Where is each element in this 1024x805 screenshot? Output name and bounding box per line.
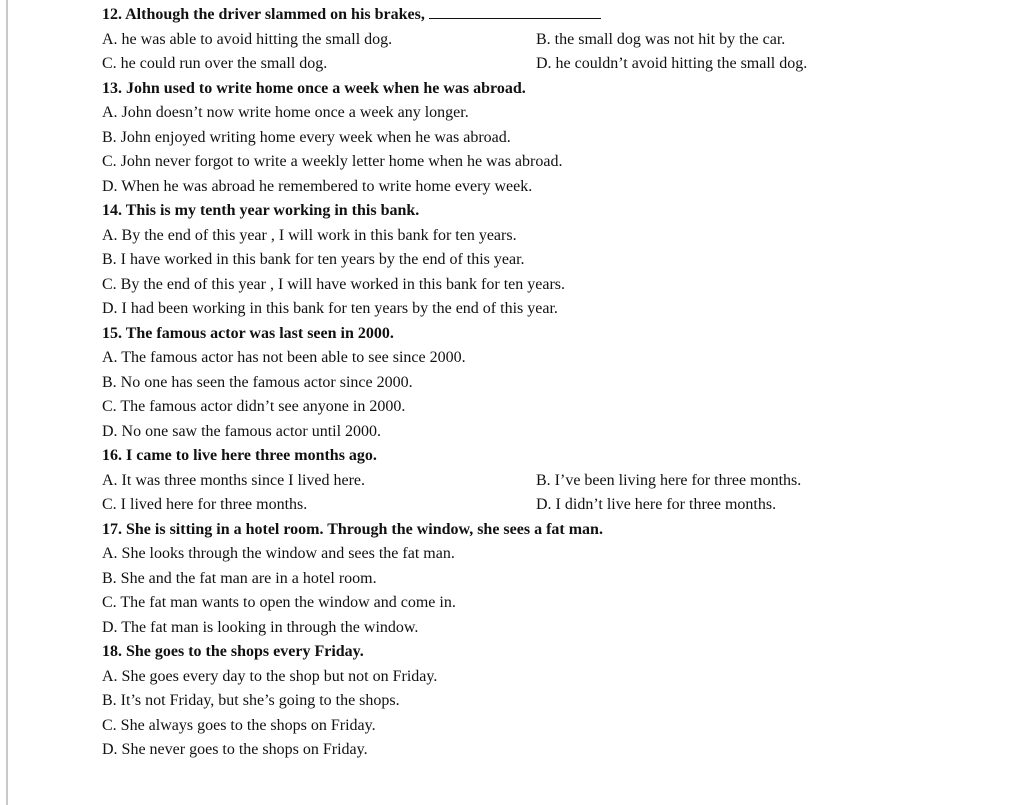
worksheet (102, 3, 982, 763)
question-18 (102, 640, 982, 763)
question-17 (102, 518, 982, 641)
option-a[interactable]: A. The famous actor has not been able to see since 2000. (102, 349, 466, 366)
question-stem: 18. She goes to the shops every Friday. (102, 643, 364, 660)
question-stem (102, 3, 982, 28)
question-stem: 16. I came to live here three months ago. (102, 447, 377, 464)
answer-blank (429, 4, 601, 19)
option-a[interactable]: A. he was able to avoid hitting the small dog. (102, 30, 393, 48)
option-a[interactable]: A. It was three months since I lived here. (102, 471, 366, 489)
option-d[interactable]: D. he couldn’t avoid hitting the small dog. (536, 55, 808, 72)
option-b[interactable]: B. I have worked in this bank for ten years by the end of this year. (102, 251, 525, 268)
option-a[interactable]: A. John doesn’t now write home once a week any longer. (102, 104, 469, 121)
option-d[interactable]: D. I didn’t live here for three months. (536, 496, 777, 513)
option-a[interactable]: A. By the end of this year , I will work in this bank for ten years. (102, 226, 517, 244)
question-stem: 17. She is sitting in a hotel room. Through the window, she sees a fat man. (102, 520, 603, 538)
option-b[interactable]: B. She and the fat man are in a hotel room. (102, 569, 377, 587)
option-row (102, 493, 982, 518)
question-16 (102, 444, 982, 518)
option-c[interactable]: C. By the end of this year , I will have worked in this bank for ten years. (102, 275, 565, 293)
question-stem: 13. John used to write home once a week when he was abroad. (102, 79, 526, 97)
option-c[interactable]: C. I lived here for three months. (102, 496, 308, 513)
option-d[interactable]: D. She never goes to the shops on Friday. (102, 741, 368, 758)
option-d[interactable]: D. I had been working in this bank for ten years by the end of this year. (102, 300, 558, 317)
option-d[interactable]: D. When he was abroad he remembered to write home every week. (102, 177, 533, 195)
question-13 (102, 77, 982, 200)
option-b[interactable]: B. It’s not Friday, but she’s going to the shops. (102, 692, 400, 709)
option-a[interactable]: A. She goes every day to the shop but not on Friday. (102, 667, 438, 685)
option-d[interactable]: D. No one saw the famous actor until 2000. (102, 422, 382, 440)
option-c[interactable]: C. The fat man wants to open the window and come in. (102, 594, 456, 611)
option-b[interactable]: B. No one has seen the famous actor since 2000. (102, 373, 413, 391)
option-row (102, 52, 982, 77)
question-stem-text: 12. Although the driver slammed on his brakes, (102, 6, 425, 23)
option-c[interactable]: C. The famous actor didn’t see anyone in 2000. (102, 398, 406, 415)
option-b[interactable]: B. I’ve been living here for three months. (536, 471, 802, 489)
option-a[interactable]: A. She looks through the window and sees the fat man. (102, 545, 455, 562)
page-left-border (6, 0, 8, 805)
question-15 (102, 322, 982, 445)
option-row (102, 469, 982, 494)
option-row (102, 28, 982, 53)
question-stem: 15. The famous actor was last seen in 2000. (102, 324, 394, 342)
option-c[interactable]: C. She always goes to the shops on Friday. (102, 716, 376, 734)
question-14 (102, 199, 982, 322)
option-b[interactable]: B. John enjoyed writing home every week when he was abroad. (102, 128, 511, 146)
question-12 (102, 3, 982, 77)
option-b[interactable]: B. the small dog was not hit by the car. (536, 30, 786, 48)
question-stem: 14. This is my tenth year working in this bank. (102, 202, 420, 219)
option-c[interactable]: C. he could run over the small dog. (102, 55, 328, 72)
option-c[interactable]: C. John never forgot to write a weekly letter home when he was abroad. (102, 153, 563, 170)
option-d[interactable]: D. The fat man is looking in through the window. (102, 618, 419, 636)
